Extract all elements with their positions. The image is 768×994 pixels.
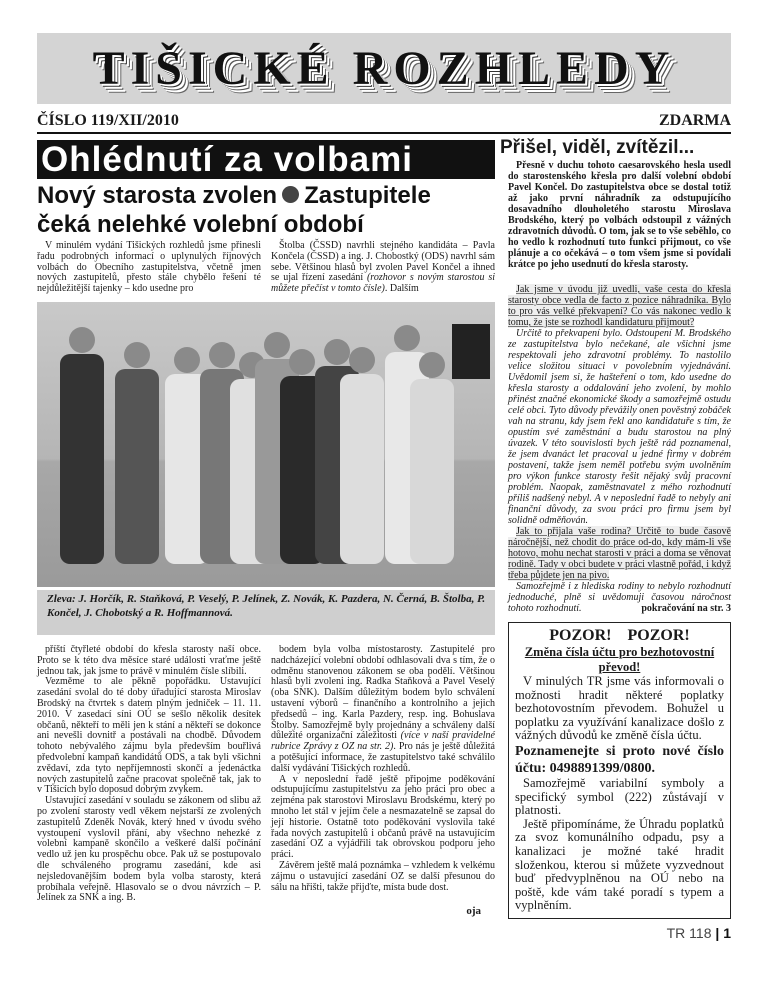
notice-account-number: Poznamenejte si proto nové číslo účtu: 0498891399/0800. xyxy=(515,743,724,776)
masthead-title: TIŠICKÉ ROZHLEDY xyxy=(92,41,676,95)
text-run: Závěrem ještě malá poznámka – vzhledem k velkému zájmu o ustavující zasedání OZ se další přesunou do sálu na hřišti, takže přijďte, místa bude dost. xyxy=(271,859,495,893)
interview-title: Přišel, viděl, zvítězil... xyxy=(500,137,695,158)
person-head xyxy=(264,332,290,358)
group-photo xyxy=(37,302,495,587)
interview-column xyxy=(500,132,731,942)
issue-reference: TR 118 xyxy=(666,924,712,941)
person-figure xyxy=(60,354,104,564)
italic-note: (více v naší pravidelné rubrice Zprávy z OZ na str. 2) xyxy=(271,730,495,753)
notice-paragraph: Samozřejmě variabilní symboly a specifický symbol (222) zůstávají v platnosti. xyxy=(515,775,724,818)
person-head xyxy=(289,349,315,375)
subhead-part: Zastupitele xyxy=(304,182,431,209)
headline: Ohlédnutí za volbami xyxy=(37,140,495,179)
article-intro xyxy=(37,241,495,295)
subheadline: čeká nelehké volební období xyxy=(37,211,364,238)
bullet-dot-icon xyxy=(282,186,299,203)
paragraph xyxy=(271,775,495,861)
article-intro-col-1 xyxy=(37,241,261,295)
article-body-col-1 xyxy=(37,645,261,918)
lead-article xyxy=(37,140,495,918)
article-body xyxy=(37,645,495,918)
text-run: Určitě to překvapení bylo. Odstoupení M. Brodského ze zastupitelstva bylo nečekané, ale všichni jsme respektovali jeho zdravotní problémy. To nastolilo velice složitou situaci v povolebním vyjednávání. Uvědomil jsem si, že hašteření o tom, kdo usedne do křesla starosty a oddalování jeho zvolení, by mohlo přinést značné ekonomické škody a samozřejmě ostudu celé obci. Tyto důvody převážily onen pověstný zobáček vah na stranu, kdy jsem řekl ano kandidatuře s tím, že opustím své zaměstnání a budu starostou na plný úvazek. V této souvislosti bych ještě rád poznamenal, že jsem dvanáct let pracoval u jedné firmy v dobrém postavení, takže jsem neměl potřebu svým uvolněním pro výkon funkce starosty řešit nějaký svůj pracovní problém. Naopak, zaměstnavatel z mého rozhodnutí příliš nadšený nebyl. A v neposlední řadě to nebyly ani finanční důvody, za svou práci pro firmu jsem byl solidně odměňován. xyxy=(508,328,731,526)
lead-paragraph: Přesně v duchu tohoto caesarovského hesla usedl do starostenského křesla pro další volební období Pavel Končel. Do zastupitelstva obce se dostal totiž až jako první náhradník za odstupujícího dosavadního dlouholetého starostu Miroslava Brodského, který po volbách odstoupil z vážných zdravotních důvodů. O tom, jak se to vše seběhlo, co ho vedlo k rozhodnutí tuto funkci přijmout, co vše plánuje a co očekává – o tom všem jsme si povídali krátce po jeho usednutí do křesla starosty. xyxy=(508,160,731,270)
text-run: Samozřejmě i z hlediska rodiny to nebylo rozhodnutí jednoduché, plně si uvědomuji časovou náročnost tohoto rozhodnutí. xyxy=(508,581,731,614)
notice-subtitle: Změna čísla účtu pro bezhotovostní převod! xyxy=(524,645,715,674)
notice-box xyxy=(508,622,731,919)
price-label: ZDARMA xyxy=(659,112,731,129)
text-run: Štolba (ČSSD) navrhli stejného kandidáta – Pavla Končela (ČSSD) a ing. J. Chobostký (ODS) navrhl sám sebe. Většinou hlasů byl zvolen Pavel Končel a ihned se ujal řízení zasedání xyxy=(271,240,495,284)
person-head xyxy=(124,342,150,368)
person-head xyxy=(209,342,235,368)
article-body-col-2 xyxy=(271,645,495,918)
text-run: bodem byla volba místostarosty. Zastupitelé pro nadcházející volební období odhlasovali dva s tím, že o odměnu stanovenou zákonem se oba podělí. Většinou hlasů byli zvoleni ing. Radka Staňková a Pavel Veselý (oba SNK). Dalším důležitým bodem bylo schválení ustavení výborů – finančního a kontrolního a jejich předsedů – ing. Karla Pazdery, resp. ing. Bohuslava Štolby. Samozřejmě byly projednány a schváleny další důležité organizační záležitosti xyxy=(271,643,495,742)
paragraph xyxy=(271,645,495,775)
person-head xyxy=(324,339,350,365)
text-run: příští čtyřleté období do křesla starosty naší obce. Proto se k této dva měsíce staré události vraťme ještě jednou tak, jak jsme to právě v minulém čísle slíbili. xyxy=(37,643,261,677)
issue-number: ČÍSLO 119/XII/2010 xyxy=(37,112,179,129)
text-run: V minulém vydání Tišických rozhledů jsme přinesli řadu podrobných informací o uplynulých říjnových volbách do Obecního zastupitelstva, včetně jmen nových zastupitelů, přesto stále chybělo řešení té nejdůležitější tajenky – kdo usedne pro xyxy=(37,240,261,295)
author-signature: oja xyxy=(466,905,481,918)
wall-screen xyxy=(452,324,490,379)
text-run: A v neposlední řadě ještě připojme poděkování odstupujícímu zastupitelstvu za jeho práci pro obec a zejména pak starostovi Miroslavu Brodskému, který po mnoho let stál v jejím čele a nesmazatelně se zapsal do její historie. Ostatně toto poděkování vyslovila také řada nových zastupitelů i občanů právě na ustavujícím zasedání OZ a vyjádřili tak obrovskou podporu jeho práci. xyxy=(271,773,495,861)
notice-paragraph: Ještě připomínáme, že Úhradu poplatků za svoz komunálního odpadu, psy a kanalizaci je možné také hradit složenkou, kterou si můžete vyzvednout buď předvyplněnou na OÚ nebo na poště, kde vám také poradí s typem a vyplněním. xyxy=(515,816,724,913)
divider xyxy=(500,132,705,134)
text-run: Ustavující zasedání v souladu se zákonem od slibu až po zvolení starosty vedl věkem nejstarší ze zvolených zastupitelů Zdeněk Novák, který hned v úvodu svého vystoupení vyslovil přání, aby všechno nehezké z volební kampaně skončilo a veškeré další počínání vedlo už jen ku prospěchu obce. Pak už se postupovalo dle schváleného programu zasedání, kde asi nejsledovanějším bodem byla volba starosty, která probíhala veřejně. Hlasovalo se o dvou návrzích – P. Jelínek za SNK a ing. B. xyxy=(37,795,261,904)
article-body-col-2-text xyxy=(271,645,495,893)
text-run: Jak to přijala vaše rodina? Určitě to bude časově náročnější, než chodit do práce od-do, kdy mám-li vše hotovo, mohu nechat starosti v práci a doma se věnovat rodině. Tady v obci budete v práci vlastně pořád, i když třeba půjdete jen na pivo. xyxy=(508,526,731,581)
separator: | xyxy=(715,924,720,941)
interview-question xyxy=(508,284,731,328)
photo-caption: Zleva: J. Horčík, R. Staňková, P. Veselý, P. Jelínek, Z. Novák, K. Pazdera, N. Černá, B. Štolba, P. Končel, J. Chobotský a R. Hoffmannová. xyxy=(37,590,495,635)
article-intro-col-2 xyxy=(271,241,495,295)
interview-answer xyxy=(508,328,731,526)
person-head xyxy=(394,325,420,351)
continued-link: pokračování na str. 3 xyxy=(641,603,731,614)
italic-note: (rozhovor s novým starostou si můžete přečíst v tomto čísle) xyxy=(271,272,496,295)
person-head xyxy=(349,347,375,373)
paragraph xyxy=(37,645,261,677)
paragraph xyxy=(271,861,495,893)
paragraph xyxy=(271,241,495,295)
notice-paragraph: V minulých TR jsme vás informovali o možnosti hradit některé poplatky bezhotovostním převodem. Bohužel u poplatku za využívání kanalizace došlo z vážných důvodů ke změně čísla účtu. xyxy=(515,674,724,743)
text-run: Jak jsme v úvodu již uvedli, vaše cesta do křesla starosty obce vedla de facto z pozice náhradníka. Bylo to pro vás velké překvapení? Co vás nakonec vedlo k tomu, že jste se rozhodl kandidaturu přijmout? xyxy=(508,284,731,328)
paragraph xyxy=(37,241,261,295)
interview-body xyxy=(508,284,731,614)
person-head xyxy=(419,352,445,378)
page-number: 1 xyxy=(723,924,731,941)
interview-question xyxy=(508,526,731,581)
interview-answer xyxy=(508,581,731,614)
paragraph xyxy=(37,677,261,796)
person-figure xyxy=(340,374,384,564)
masthead-logo xyxy=(37,33,731,104)
person-figure xyxy=(410,379,454,564)
notice-title: POZOR! POZOR! xyxy=(549,627,690,644)
text-run: Vezměme to ale pěkně popořádku. Ustavující zasedání svolal do té doby úřadující starosta Miroslav Brodský na čtvrtek s datem plným jedniček – 11. 11. 2010. V zasedací síni OÚ se sešlo několik desítek občanů, někteří to měli jen k stání a někteří se dokonce ani nevešli dovnitř a postávali na chodbě. Důvodem tohoto nebývalého zájmu byla především bouřlivá předvolební kampaň kandidátů ODS, a tak byli všichni zvědaví, zda tyto nepříjemnosti skončí a jedenáctka nových zastupitelů začne pracovat společně tak, jak to v Tišicích bylo doposud dobrým zvykem. xyxy=(37,676,261,796)
person-head xyxy=(69,327,95,353)
subheadline xyxy=(37,181,495,210)
person-head xyxy=(174,347,200,373)
text-run: . Pro nás je ještě důležitá a potěšující informace, že zastupitelstvo také schválilo další vydávání Tišických rozhledů. xyxy=(271,741,495,774)
text-run: . Dalším xyxy=(384,283,419,295)
subhead-part: Nový starosta zvolen xyxy=(37,182,278,209)
interview-lead xyxy=(508,160,731,270)
paragraph xyxy=(37,796,261,904)
person-figure xyxy=(115,369,159,564)
page-footer xyxy=(500,925,731,942)
